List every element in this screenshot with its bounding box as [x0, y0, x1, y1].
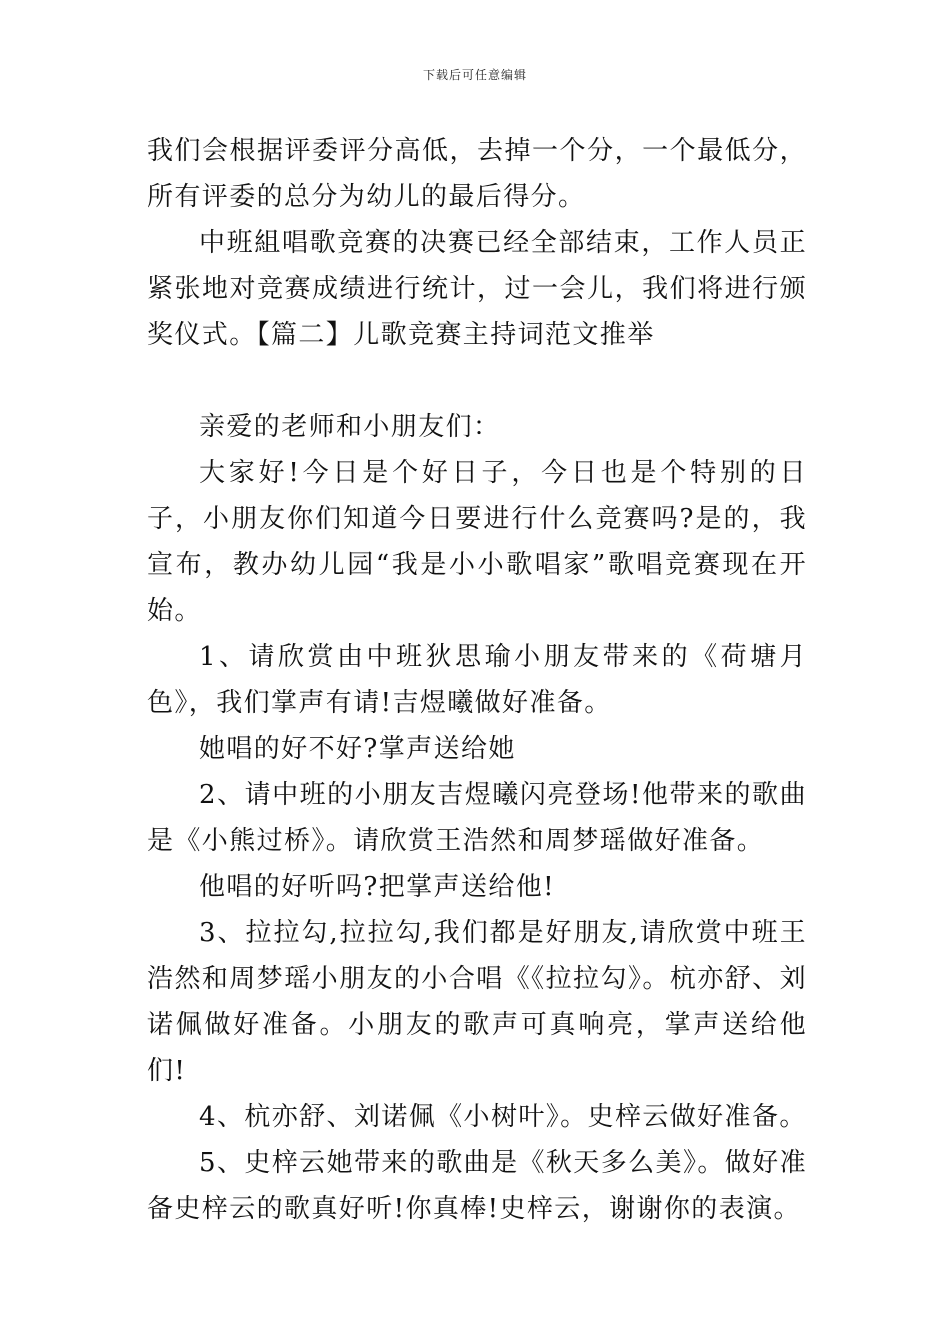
paragraph-scoring-rules: 我们会根据评委评分高低，去掉一个分，一个最低分，所有评委的总分为幼儿的最后得分。 [147, 136, 807, 212]
paragraph-opening: 大家好!今日是个好日子，今日也是个特别的日子，小朋友你们知道今日要进行什么竞赛吗?是的，我宣布，教办幼儿园“我是小小歌唱家”歌唱竞赛现在开始。 [147, 458, 807, 626]
paragraph-item-2: 2、请中班的小朋友吉煜曦闪亮登场!他带来的歌曲是《小熊过桥》。请欣赏王浩然和周梦瑶做好准备。 [147, 780, 807, 856]
section-spacer [147, 358, 807, 404]
paragraph-comment-1: 她唱的好不好?掌声送给她 [199, 734, 516, 764]
paragraph-item-1: 1、请欣赏由中班狄思瑜小朋友带来的《荷塘月色》，我们掌声有请!吉煜曦做好准备。 [147, 642, 807, 718]
document-body [147, 128, 807, 1232]
paragraph-greeting: 亲爱的老师和小朋友们： [199, 412, 501, 442]
paragraph-item-3: 3、拉拉勾,拉拉勾,我们都是好朋友,请欣赏中班王浩然和周梦瑶小朋友的小合唱《《拉拉勾》。杭亦舒、刘诺佩做好准备。小朋友的歌声可真响亮，掌声送给他们! [147, 918, 807, 1086]
paragraph-item-5: 5、史梓云她带来的歌曲是《秋天多么美》。做好准备史梓云的歌真好听!你真棒!史梓云，谢谢你的表演。 [147, 1148, 807, 1224]
paragraph-final-results: 中班組唱歌竞赛的决赛已经全部结束，工作人员正紧张地对竞赛成绩进行统计，过一会儿，我们将进行颁奖仪式。【篇二】儿歌竞赛主持词范文推举 [147, 228, 807, 350]
paragraph-item-4: 4、杭亦舒、刘诺佩《小树叶》。史梓云做好准备。 [199, 1102, 807, 1132]
paragraph-comment-2: 他唱的好听吗?把掌声送给他! [199, 872, 555, 902]
page-header-note: 下载后可任意编辑 [422, 68, 527, 82]
